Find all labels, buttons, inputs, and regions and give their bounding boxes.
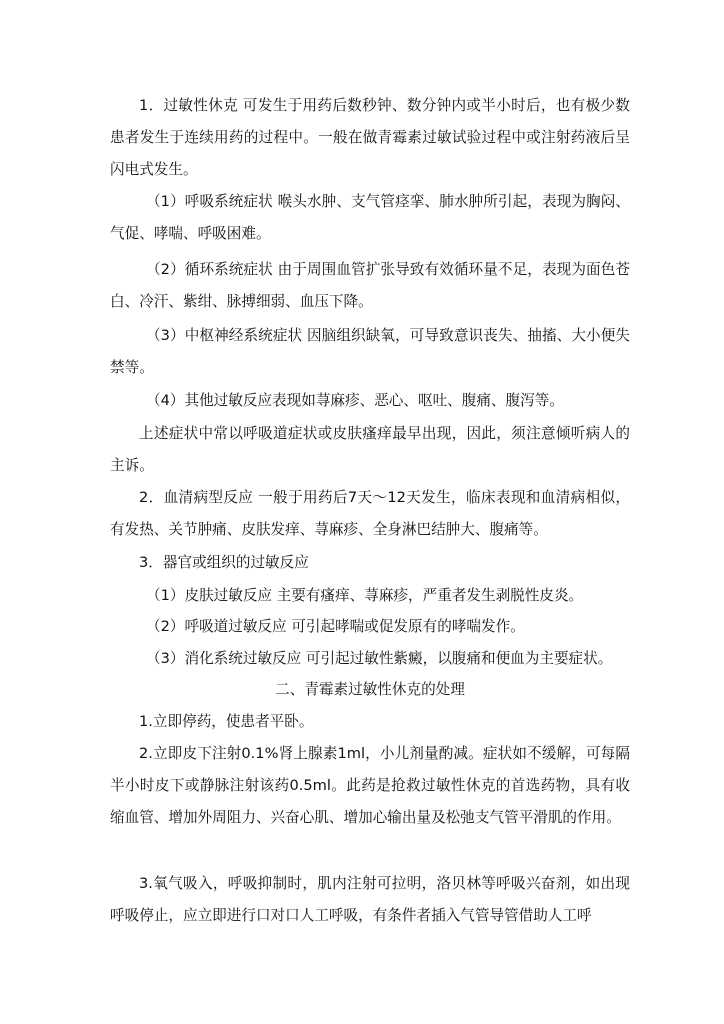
paragraph-digestive-reaction: （3）消化系统过敏反应 可引起过敏性紫癜，以腹痛和便血为主要症状。	[146, 650, 613, 667]
paragraph-respiratory-symptoms: （1）呼吸系统症状 喉头水肿、支气管痉挛、肺水肿所引起，表现为胸闷、气促、哮喘、呼吸困难。	[110, 193, 630, 242]
section-heading: 二、青霉素过敏性休克的处理	[275, 681, 465, 698]
paragraph-airway-reaction: （2）呼吸道过敏反应 可引起哮喘或促发原有的哮喘发作。	[146, 618, 525, 635]
paragraph-stop-drug: 1.立即停药，使患者平卧。	[139, 713, 314, 730]
paragraph-epinephrine: 2.立即皮下注射0.1%肾上腺素1ml，小儿剂量酌减。症状如不缓解，可每隔半小时皮下或静脉注射该药0.5ml。此药是抢救过敏性休克的首选药物，具有收缩血管、增加外周阻力、兴奋心肌、增加心输出量及松弛支气管平滑肌的作用。	[110, 745, 630, 826]
paragraph-other-reactions: （4）其他过敏反应表现如荨麻疹、恶心、呕吐、腹痛、腹泻等。	[146, 392, 564, 409]
paragraph-organ-reactions: 3．器官或组织的过敏反应	[139, 554, 309, 571]
paragraph-anaphylactic-shock: 1．过敏性休克 可发生于用药后数秒钟、数分钟内或半小时后，也有极少数患者发生于连续用药的过程中。一般在做青霉素过敏试验过程中或注射药液后呈闪电式发生。	[110, 97, 630, 178]
paragraph-cns-symptoms: （3）中枢神经系统症状 因脑组织缺氧，可导致意识丧失、抽搐、大小便失禁等。	[110, 327, 630, 376]
paragraph-circulatory-symptoms: （2）循环系统症状 由于周围血管扩张导致有效循环量不足，表现为面色苍白、冷汗、紫绀、脉搏细弱、血压下降。	[110, 261, 630, 310]
paragraph-oxygen: 3.氧气吸入，呼吸抑制时，肌内注射可拉明，洛贝林等呼吸兴奋剂，如出现呼吸停止，应立即进行口对口人工呼吸，有条件者插入气管导管借助人工呼	[110, 875, 630, 924]
paragraph-serum-sickness: 2．血清病型反应 一般于用药后7天～12天发生，临床表现和血清病相似，有发热、关节肿痛、皮肤发痒、荨麻疹、全身淋巴结肿大、腹痛等。	[110, 489, 630, 538]
paragraph-skin-reaction: （1）皮肤过敏反应 主要有瘙痒、荨麻疹，严重者发生剥脱性皮炎。	[146, 587, 584, 604]
paragraph-symptom-summary: 上述症状中常以呼吸道症状或皮肤瘙痒最早出现，因此，须注意倾听病人的主诉。	[110, 425, 630, 474]
